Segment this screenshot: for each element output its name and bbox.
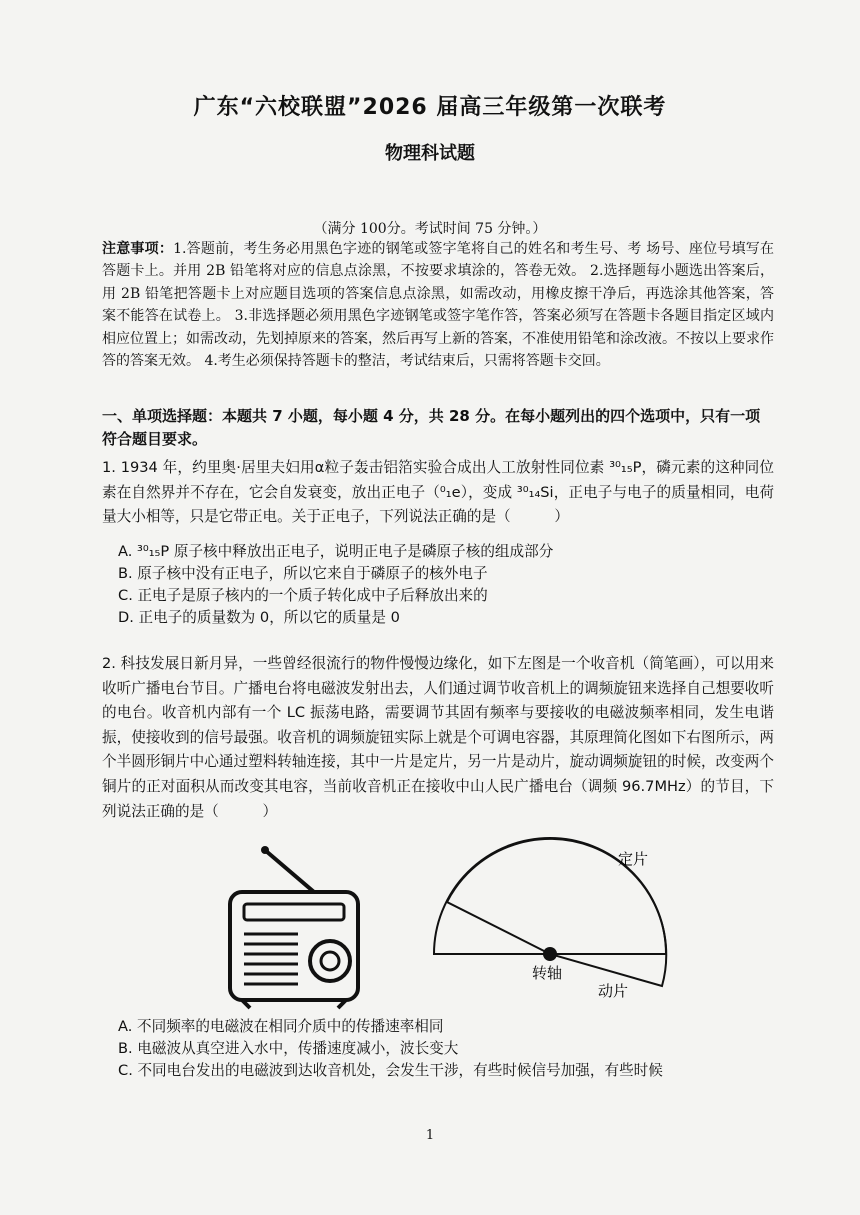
q2-option-b: B. 电磁波从真空进入水中，传播速度减小，波长变大	[118, 1040, 459, 1057]
exam-info: （满分 100分。考试时间 75 分钟。）	[313, 221, 547, 237]
rotation-axis	[543, 947, 557, 961]
exam-title: 广东“六校联盟”2026 届高三年级第一次联考	[193, 95, 667, 120]
capacitor-diagram	[420, 828, 680, 1008]
notice-text: 1.答题前，考生务必用黑色字迹的钢笔或签字笔将自己的姓名和考生号、考 场号、座位号填写在答题卡上。并用 2B 铅笔将对应的信息点涂黑，不按要求填涂的，答卷无效。 2.选择题每小题选出答案后，用 2B 铅笔把答题卡上对应题目选项的答案信息点涂黑，如需改动，用橡皮擦干净后，再选涂其他答案，答案不能答在试卷上。 3.非选择题必须用黑色字迹钢笔或签字笔作答，答案必须写在答题卡各题目指定区域内相应位置上；如需改动，先划掉原来的答案，然后再写上新的答案，不准使用铅笔和涂改液。不按以上要求作答的答案无效。 4.考生必须保持答题卡的整洁，考试结束后，只需将答题卡交回。	[102, 241, 775, 370]
subject-title: 物理科试题	[385, 143, 475, 164]
moving-plate-label: 动片	[598, 982, 629, 1000]
notice-block	[102, 238, 774, 372]
question-2-stem: 2. 科技发展日新月异，一些曾经很流行的物件慢慢边缘化，如下左图是一个收音机（简笔画），可以用来收听广播电台节目。广播电台将电磁波发射出去，人们通过调节收音机上的调频旋钮来选择自己想要收听的电台。收音机内部有一个 LC 振荡电路，需要调节其固有频率与要接收的电磁波频率相同，发生电谐振，使接收到的信号最强。收音机的调频旋钮实际上就是个可调电容器，其原理简化图如下右图所示，两个半圆形铜片中心通过塑料转轴连接，其中一片是定片，另一片是动片，旋动调频旋钮的时候，改变两个铜片的正对面积从而改变其电容，当前收音机正在接收中山人民广播电台（调频 96.7MHz）的节目，下列说法正确的是（ ）	[102, 655, 774, 820]
question-2-options	[118, 1016, 778, 1082]
fixed-plate-label: 定片	[618, 850, 649, 868]
q2-option-a: A. 不同频率的电磁波在相同介质中的传播速率相同	[118, 1018, 444, 1035]
tuning-knob	[310, 941, 350, 981]
tuning-knob-center	[321, 952, 339, 970]
notice-label: 注意事项：	[102, 241, 174, 257]
q1-option-d: D. 正电子的质量数为 0，所以它的质量是 0	[118, 609, 400, 626]
question-1-options	[118, 541, 778, 629]
q1-option-a: A. ³⁰₁₅P 原子核中释放出正电子，说明正电子是磷原子核的组成部分	[118, 543, 554, 560]
q1-option-c: C. 正电子是原子核内的一个质子转化成中子后释放出来的	[118, 587, 488, 604]
axis-label: 转轴	[532, 964, 563, 982]
radio-figure	[222, 840, 372, 1010]
page-number: 1	[425, 1128, 435, 1143]
section-1-heading: 一、单项选择题：本题共 7 小题，每小题 4 分，共 28 分。在每小题列出的四个选项中，只有一项符合题目要求。	[102, 407, 761, 448]
antenna-tip	[261, 846, 269, 854]
radio-dial-window	[244, 904, 344, 920]
q2-option-c: C. 不同电台发出的电磁波到达收音机处，会发生干涉，有些时候信号加强，有些时候	[118, 1062, 663, 1079]
radio-antenna	[266, 851, 314, 892]
question-1-stem: 1. 1934 年，约里奥·居里夫妇用α粒子轰击铝箔实验合成出人工放射性同位素 ³⁰₁₅P，磷元素的这种同位素在自然界并不存在，它会自发衰变，放出正电子（⁰₁e），变成 ³⁰₁₄Si，正电子与电子的质量相同，电荷量大小相等，只是它带正电。关于正电子，下列说法正确的是（ ）	[102, 459, 774, 526]
q1-option-b: B. 原子核中没有正电子，所以它来自于磷原子的核外电子	[118, 565, 488, 582]
